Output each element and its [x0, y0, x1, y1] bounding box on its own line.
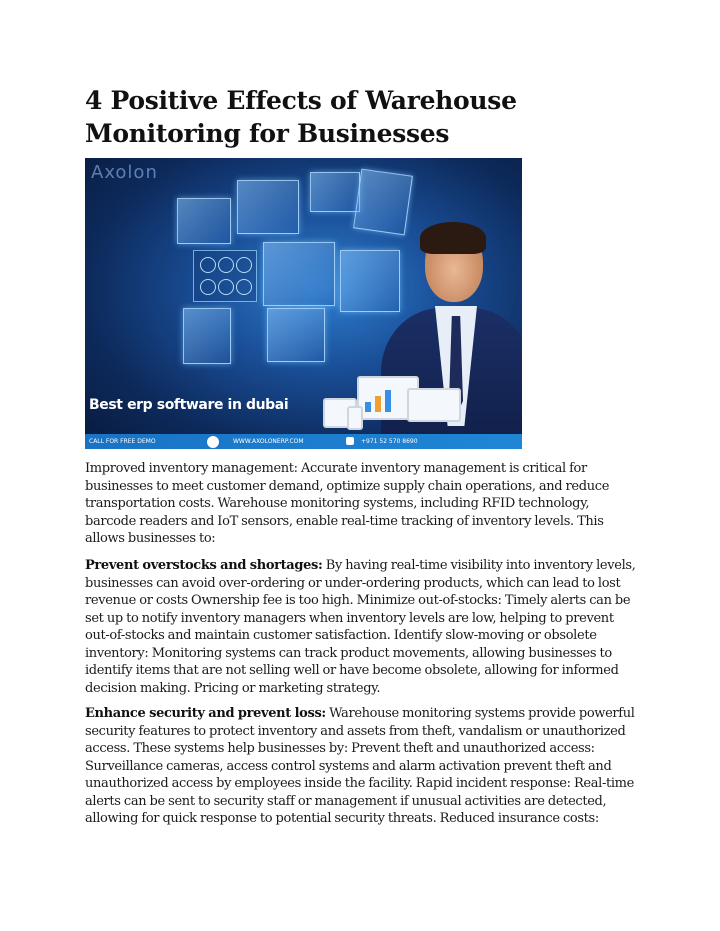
- laptop-device: [407, 388, 461, 422]
- circle-icon: [236, 257, 252, 273]
- axolon-logo: Axolon: [91, 162, 158, 183]
- holo-panel: [353, 169, 413, 236]
- prevent-overstocks-paragraph: [85, 557, 637, 697]
- icon-grid: [193, 250, 257, 302]
- circle-icon: [218, 279, 234, 295]
- enhance-security-paragraph: [85, 705, 637, 828]
- website-text: WWW.AXOLONERP.COM: [233, 438, 304, 445]
- phone-icon: [346, 437, 354, 445]
- globe-icon: [206, 435, 220, 449]
- cta-text: CALL FOR FREE DEMO: [89, 438, 156, 445]
- hero-image: [85, 158, 522, 449]
- holo-panel: [263, 242, 335, 306]
- holo-panel: [267, 308, 325, 362]
- intro-paragraph: Improved inventory management: Accurate inventory management is critical for businesses to meet customer demand, optimize supply chain operations, and reduce transportation costs. Warehouse monitoring systems, including RFID technology, barcode readers and IoT sensors, enable real-time tracking of inventory levels. This allows businesses to:: [85, 461, 610, 546]
- contact-strip: [85, 434, 522, 449]
- paragraph-body: By having real-time visibility into inventory levels, businesses can avoid over-ordering or under-ordering products, which can lead to lost revenue or costs Ownership fee is too high. Minimize out-of-stocks: Timely alerts can be set up to notify inventory managers when inventory levels are low, helping to prevent out-of-stocks and maintain customer satisfaction. Identify slow-moving or obsolete inventory: Monitoring systems can track product movements, allowing businesses to identify items that are not selling well or have become obsolete, allowing for informed decision making. Pricing or marketing strategy.: [85, 558, 636, 696]
- holo-panel: [183, 308, 231, 364]
- circle-icon: [200, 257, 216, 273]
- paragraph-body: Warehouse monitoring systems provide powerful security features to protect inventory and assets from theft, vandalism or unauthorized access. These systems help businesses by: Prevent theft and unauthorized access: Surveillance cameras, access control systems and alarm activation prevent theft and unauthorized access by employees inside the facility. Rapid incident response: Real-time alerts can be sent to security staff or management if unusual activities are detected, allowing for quick response to potential security threats. Reduced insurance costs:: [85, 706, 635, 826]
- paragraph-heading: Prevent overstocks and shortages:: [85, 558, 323, 573]
- circle-icon: [218, 257, 234, 273]
- paragraph-heading: Enhance security and prevent loss:: [85, 706, 326, 721]
- page-title: 4 Positive Effects of Warehouse Monitoring for Businesses: [85, 86, 517, 148]
- holo-panel: [177, 198, 231, 244]
- person-hair: [420, 222, 486, 254]
- phone-device: [347, 406, 363, 430]
- holo-panel: [310, 172, 360, 212]
- holo-panel: [340, 250, 400, 312]
- slogan-text: Best erp software in dubai: [89, 397, 289, 413]
- holo-panel: [237, 180, 299, 234]
- phone-text: +971 52 570 8690: [361, 438, 418, 445]
- circle-icon: [236, 279, 252, 295]
- circle-icon: [200, 279, 216, 295]
